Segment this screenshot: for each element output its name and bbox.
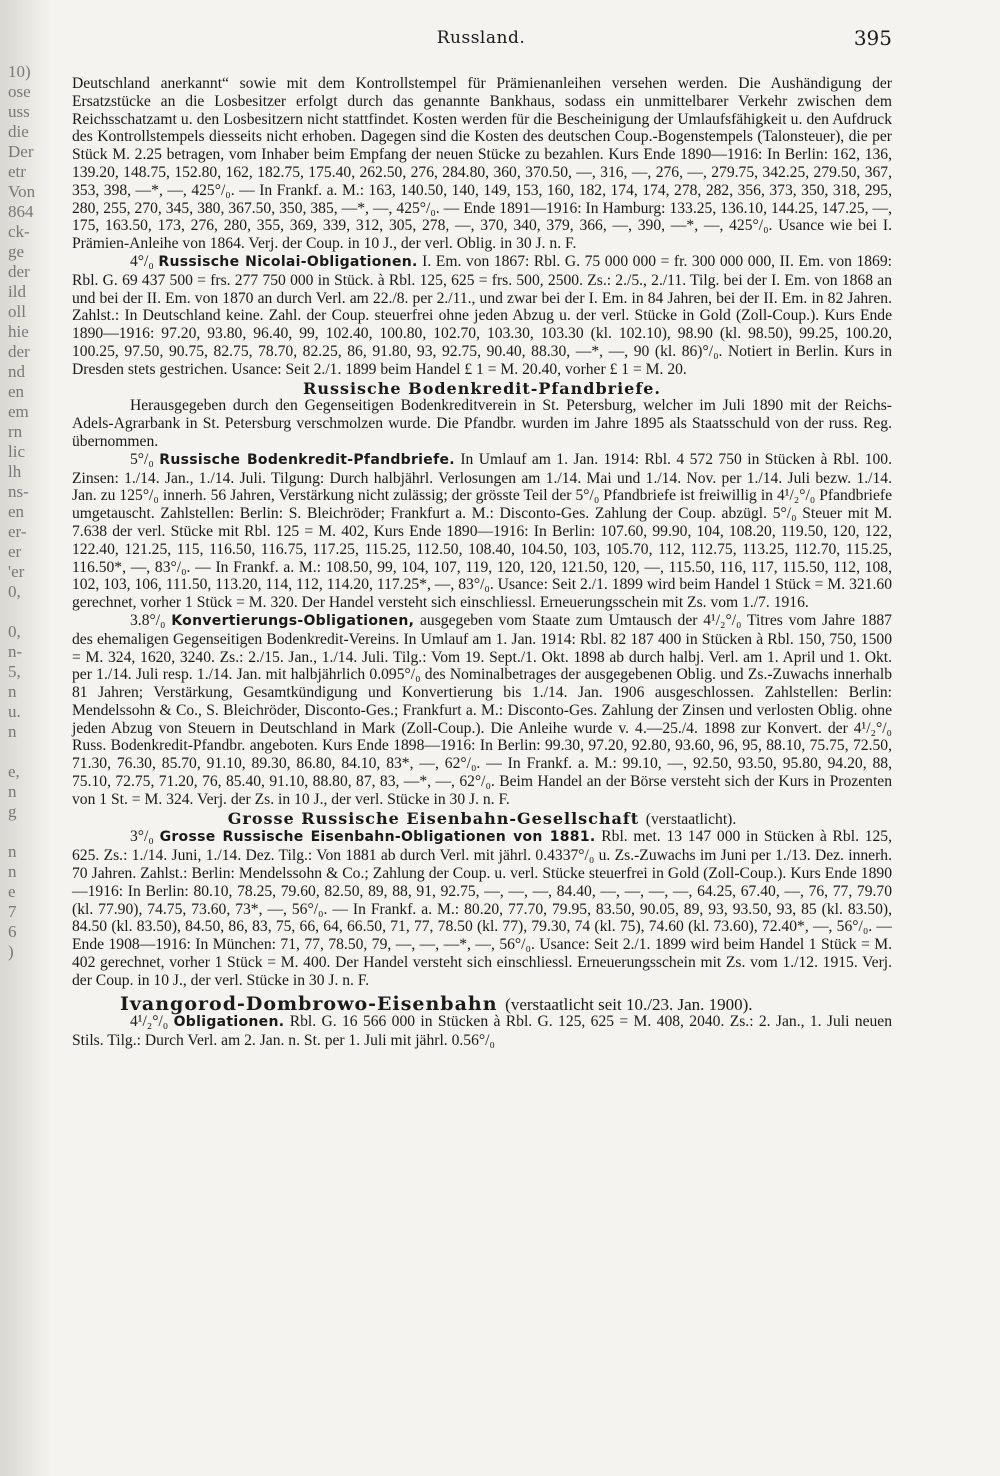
section-heading-bodenkredit [72, 380, 892, 398]
adjacent-page-fragment: die [8, 122, 29, 141]
bond-rate: 5°/₀ [130, 450, 154, 468]
continuation-paragraph: Deutschland anerkannt“ sowie mit dem Kontrollstempel für Prämienanleihen versehen werden. Die Aushändigung der Ersatzstücke an die Losbesitzer erfolgt durch das genannte Bankhaus, sodass ein unmittelbarer Verkehr zwischen dem Reichsschatzamt u. den Losbesitzern nicht stattfindet. Kosten werden für die Bescheinigung der Umlaufsfähigkeit u. den Aufdruck des Kontrollstempels diesseits nicht erhoben. Dagegen sind die Kosten des deutschen Coup.-Bogenstempels (Talonsteuer), die per Stück M. 2.25 betragen, vom Inhaber beim Empfang der neuen Stücke zu bezahlen. Kurs Ende 1890—1916: In Berlin: 162, 136, 139.20, 148.75, 152.80, 162, 182.75, 175.40, 262.50, 276, 284.80, 360, 370.50, —, 316, —, 276, —, 279.75, 342.25, 279.50, 367, 353, 398, —*, —, 425°/₀. — In Frankf. a. M.: 163, 140.50, 140, 149, 153, 160, 182, 174, 174, 278, 282, 356, 373, 350, 318, 295, 280, 255, 270, 345, 380, 367.50, 350, 385, —*, —, 425°/₀. — Ende 1891—1916: In Hamburg: 133.25, 136.10, 144.25, 147.25, —, 175, 163.50, 173, 276, 280, 355, 369, 339, 312, 305, 278, —, 370, 340, 379, 366, —, 390, —*, —, 425°/₀. Usance wie bei I. Prämien-Anleihe von 1864. Verj. der Coup. in 10 J., der verl. Oblig. in 30 J. n. F. [72, 75, 892, 253]
bond-title: Russische Bodenkredit-Pfandbriefe. [159, 451, 455, 468]
bond-title: Grosse Russische Eisenbahn-Obligationen von 1881. [159, 829, 596, 846]
adjacent-page-fragment: uss [8, 102, 30, 121]
adjacent-page-fragment: 10) [8, 62, 31, 81]
bond-description: ausgegeben vom Staate zum Umtausch der 4¹/₂°/₀ Titres vom Jahre 1887 des ehemaligen Gegenseitigen Bodenkredit-Vereins. In Umlauf am 1. Jan. 1914: Rbl. 82 187 400 in Stücken à Rbl. 150, 750, 1500 = M. 324, 1620, 3240. Zs.: 2./15. Jan., 1./14. Juli. Tilg.: Vom 19. Sept./1. Okt. 1898 ab durch halbj. Verl. am 1. April und 1. Okt. per 1./14. Juli resp. 1./14. Jan. mit halbjährlich 0.095°/₀ des Nominalbetrages der ausgegebenen Oblig. und Zs.-Zuwachs innerhalb 81 Jahren; Verstärkung, Gesamtkündigung und Konvertierung bis 1./14. Jan. 1906 ausgeschlossen. Zahlstellen: Berlin: Mendelssohn & Co., S. Bleichröder, Disconto-Ges.; Frankfurt a. M.: Disconto-Ges. Zahlung der Zinsen und verlosten Oblig. ohne jeden Abzug von Steuern in Deutschland in Mark (Zoll-Coup.). Die Anleihe wurde v. 4.—25./4. 1898 zur Konvert. der 4¹/₂°/₀ Russ. Bodenkredit-Pfandbr. angeboten. Kurs Ende 1898—1916: In Berlin: 99.30, 97.20, 92.80, 93.60, 96, 95, 88.10, 75.75, 72.50, 71.30, 76.30, 85.70, 91.10, 89.30, 86.80, 84.10, 83*, —, 62°/₀. — In Frankf. a. M.: 99.10, —, 92.50, 93.50, 95.80, 94.20, 88, 75.10, 72.75, 71.20, 76, 85.40, 91.10, 88.80, 87, 83, —*, —, 62°/₀. Beim Handel an der Börse versteht sich der Kurs in Prozenten von 1 St. = M. 324. Verj. der Zs. in 10 J., der verl. Stücke in 30 J. n. F. [72, 611, 892, 808]
adjacent-page-fragment: n [8, 862, 17, 881]
adjacent-page-fragment: e, [8, 762, 20, 781]
adjacent-page-fragment: n [8, 722, 17, 741]
bond-entry-grosse-russische-eisenbahn [72, 828, 892, 989]
adjacent-page-fragment: etr [8, 162, 26, 181]
adjacent-page-fragment: 864 [8, 202, 34, 221]
adjacent-page-fragment: oll [8, 302, 26, 321]
adjacent-page-fragment: ns- [8, 482, 29, 501]
bond-description: Rbl. met. 13 147 000 in Stücken à Rbl. 125, 625. Zs.: 1./14. Juni, 1./14. Dez. Tilg.: Von 1881 ab durch Verl. mit jährl. 0.4337°/₀ u. Zs.-Zuwachs im Juni per 1./13. Dez. innerh. 70 Jahren. Zahlst.: Berlin: Mendelssohn & Co.; Zahlung der Coup. u. verl. Stücke steuerfrei in Gold (Zoll-Coup.). Kurs Ende 1890—1916: In Berlin: 80.10, 78.25, 79.60, 82.50, 89, 88, 91, 92.75, —, —, —, 84.40, —, —, —, —, 64.25, 67.40, —, 76, 77, 79.70 (kl. 77.90), 74.75, 73.60, 73*, —, 56°/₀. — In Frankf. a. M.: 80.20, 77.70, 79.95, 83.50, 90.05, 89, 93, 93.50, 93, 85 (kl. 83.50), 84.50 (kl. 83.50), 84.50, 86, 83, 75, 66, 64, 66.50, 71, 77, 78.50 (kl. 77), 79.30, 74 (kl. 75), 74.60 (kl. 73.60), 72.40*, —, 56°/₀. — Ende 1908—1916: In München: 71, 77, 78.50, 79, —, —, —*, —, 56°/₀. Usance: Seit 2./1. 1899 wird beim Handel 1 Stück = M. 402 gerechnet, vorher 1 Stück = M. 400. Der Handel versteht sich einschliessl. Erneuerungsschein mit Zs. vom 1./12. 1915. Verj. der Coup. in 10 J., der verl. Stücke in 30 J. n. F. [72, 828, 892, 989]
section-heading-note: (verstaatlicht seit 10./23. Jan. 1900). [505, 994, 753, 1014]
bond-title: Obligationen. [173, 1014, 285, 1031]
section-heading-text: Grosse Russische Eisenbahn-Gesellschaft [227, 808, 640, 828]
section-heading-text: Ivangorod-Dombrowo-Eisenbahn [120, 992, 498, 1015]
adjacent-page-fragment: u. [8, 702, 21, 721]
page-body [72, 75, 892, 1050]
adjacent-page-fragment: 'er [8, 562, 25, 581]
adjacent-page-fragment: hie [8, 322, 29, 341]
adjacent-page-fragment: ge [8, 242, 25, 261]
section-heading-note: (verstaatlicht). [645, 810, 737, 828]
running-head: Russland. [436, 28, 526, 48]
adjacent-page-fragment: nd [8, 362, 25, 381]
section-heading-grosse-russische [72, 810, 892, 829]
adjacent-page-fragment: Von [8, 182, 36, 201]
adjacent-page-fragment: 7 [8, 902, 17, 921]
adjacent-page-fragment: g [8, 802, 17, 821]
adjacent-page-fragment: ild [8, 282, 26, 301]
adjacent-page-fragment [0, 742, 52, 762]
section-intro-paragraph: Herausgegeben durch den Gegenseitigen Bodenkreditverein in St. Petersburg, welcher im Juli 1890 mit der Reichs-Adels-Agrarbank in St. Petersburg verschmolzen wurde. Die Pfandbr. wurden im Jahre 1895 als Staatsschuld von der russ. Reg. übernommen. [72, 397, 892, 450]
bond-entry-ivangorod-obligationen [72, 1013, 892, 1050]
adjacent-page-fragment: 6 [8, 922, 17, 941]
bond-rate: 4¹/₂°/₀ [130, 1013, 169, 1031]
adjacent-page-fragment: ) [8, 942, 14, 961]
adjacent-page-fragment: der [8, 262, 30, 281]
bond-description: Rbl. G. 16 566 000 in Stücken à Rbl. G. 125, 625 = M. 408, 2040. Zs.: 2. Jan., 1. Juli neuen Stils. Tilg.: Durch Verl. am 2. Jan. n. St. per 1. Juli mit jährl. 0.56°/₀ [72, 1013, 893, 1050]
adjacent-page-fragment: n [8, 842, 17, 861]
adjacent-page-fragment: 0, [8, 582, 21, 601]
bond-rate: 3.8°/₀ [130, 611, 166, 629]
adjacent-page-fragment: ose [8, 82, 31, 101]
bond-rate: 3°/₀ [130, 828, 154, 846]
bond-entry-nicolai [72, 253, 892, 379]
adjacent-page-fragment: ck- [8, 222, 30, 241]
adjacent-page-fragment: n [8, 682, 17, 701]
adjacent-page-fragment: er [8, 542, 22, 561]
page-header [70, 28, 892, 54]
adjacent-page-fragment: er- [8, 522, 27, 541]
bond-description: I. Em. von 1867: Rbl. G. 75 000 000 = fr. 300 000 000, II. Em. von 1869: Rbl. G. 69 437 500 = frs. 277 750 000 in Stück. à Rbl. 125, 625 = frs. 500, 2500. Zs.: 2./5., 2./11. Tilg. bei der I. Em. von 1868 an und bei der II. Em. von 1870 an durch Verl. am 22./8. per 2./11., und zwar bei der I. Em. in 84 Jahren, bei der II. Em. in 82 Jahren. Zahlst.: In Deutschland keine. Zahl. der Coup. steuerfrei ohne jeden Abzug u. der verl. Stücke in Gold (Zoll-Coup.). Kurs Ende 1890—1916: 97.20, 93.80, 96.40, 99, 102.40, 100.80, 102.70, 103.30, 103.30 (kl. 102.10), 98.90 (kl. 98.50), 99.25, 100.20, 100.25, 97.50, 90.75, 82.75, 78.70, 82.25, 86, 91.80, 93, 92.75, 90.40, 88.30, —*, —, 90 (kl. 86)°/₀. Notiert in Berlin. Kurs in Dresden stets gestrichen. Usance: Seit 2./1. 1899 beim Handel £ 1 = M. 20.40, vorher £ 1 = M. 20. [72, 252, 892, 378]
bond-entry-konvertierungs-obligationen [72, 612, 892, 809]
bond-entry-bodenkredit-pfandbriefe [72, 451, 892, 612]
adjacent-page-fragment: lic [8, 442, 25, 461]
adjacent-page-fragment: en [8, 502, 25, 521]
adjacent-page-fragment: lh [8, 462, 22, 481]
bond-title: Russische Nicolai-Obligationen. [158, 253, 418, 270]
section-heading-text: Russische Bodenkredit-Pfandbriefe. [303, 378, 661, 398]
page-number: 395 [853, 26, 892, 50]
adjacent-page-fragment: Der [8, 142, 34, 161]
adjacent-page-fragment: rn [8, 422, 23, 441]
adjacent-page-fragment: n- [8, 642, 23, 661]
adjacent-page-fragment [0, 602, 52, 622]
bond-title: Konvertierungs-Obligationen, [171, 612, 415, 629]
adjacent-page-fragment: der [8, 342, 30, 361]
adjacent-page-fragment: 0, [8, 622, 21, 641]
adjacent-page-fragment: 5, [8, 662, 21, 681]
bond-rate: 4°/₀ [130, 252, 154, 270]
adjacent-page-fragment [0, 822, 52, 842]
section-heading-ivangorod [72, 992, 892, 1015]
bond-description: In Umlauf am 1. Jan. 1914: Rbl. 4 572 750 in Stücken à Rbl. 100. Zinsen: 1./14. Jan., 1./14. Juli. Tilgung: Durch halbjährl. Verlosungen am 1./14. Mai und 1./14. Nov. per 1./14. Juli bezw. 1./14. Jan. zu 125°/₀ innerh. 56 Jahren, Verstärkung nicht zulässig; der grösste Teil der 5°/₀ Pfandbriefe ist freiwillig in 4¹/₂°/₀ Pfandbriefe umgetauscht. Zahlstellen: Berlin: S. Bleichröder; Frankfurt a. M.: Disconto-Ges. Zahlung der Coup. abzügl. 5°/₀ Steuer mit M. 7.638 der verl. Stücke mit Rbl. 125 = M. 402, Kurs Ende 1890—1916: In Berlin: 107.60, 99.90, 104, 108.20, 119.50, 120, 122, 122.40, 121.25, 115, 116.50, 116.75, 117.25, 115.25, 112.50, 108.40, 104.50, 103, 105.70, 112, 112.75, 113.25, 112.70, 115.25, 116.50*, —, 83°/₀. — In Frankf. a. M.: 108.50, 99, 104, 107, 119, 120, 120, 121.50, 120, —, 115.50, 116, 117, 115.50, 112, 108, 102, 103, 106, 111.50, 113.20, 114, 112, 114.20, 117.25*, —, 83°/₀. Usance: Seit 2./1. 1899 wird beim Handel 1 Stück = M. 321.60 gerechnet, vorher 1 Stück = M. 320. Der Handel versteht sich einschliessl. Erneuerungsschein mit Zs. vom 1./7. 1916. [72, 450, 892, 612]
adjacent-page-fragment: e [8, 882, 16, 901]
adjacent-page-fragment: em [8, 402, 29, 421]
adjacent-page-fragment: n [8, 782, 17, 801]
adjacent-page-margin [0, 0, 52, 1476]
adjacent-page-fragment: en [8, 382, 25, 401]
